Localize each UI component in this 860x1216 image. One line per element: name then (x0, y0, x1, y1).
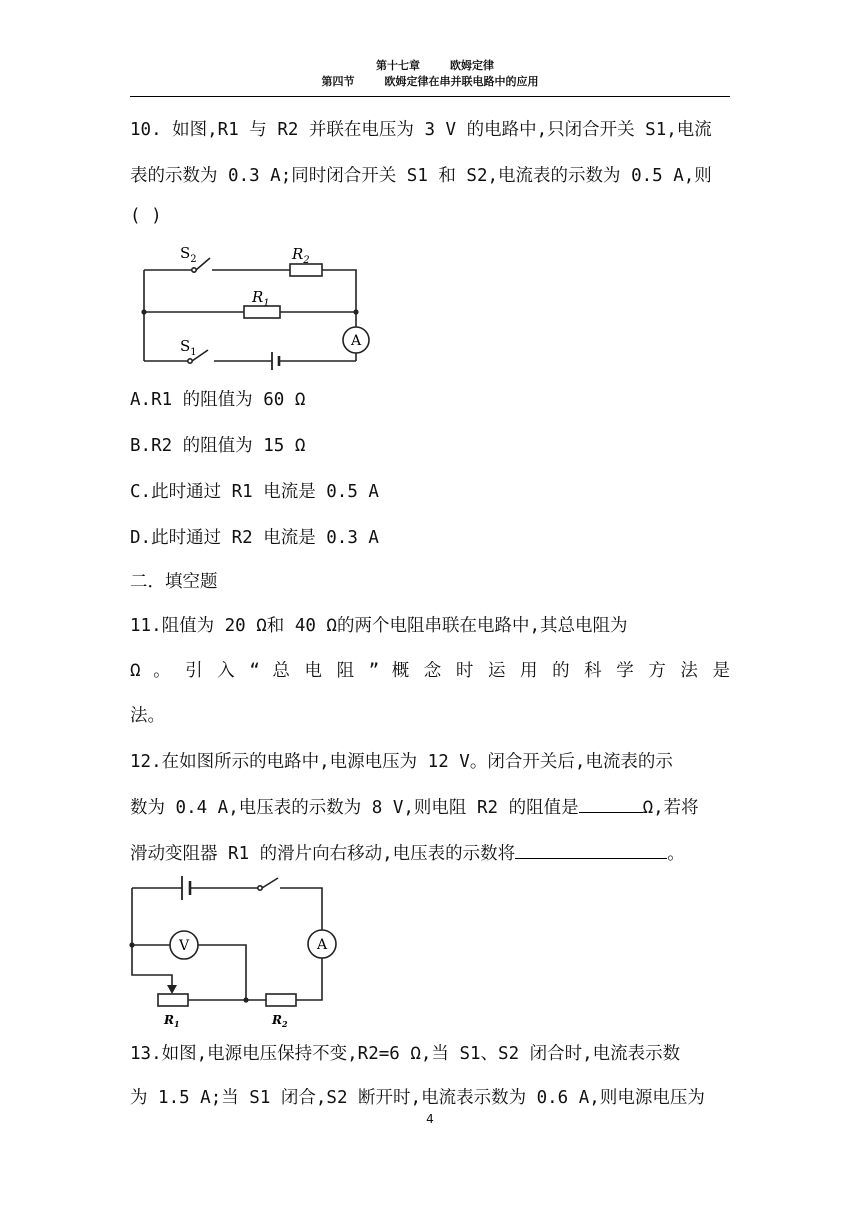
ammeter-label-2: A (316, 937, 328, 953)
q12-line-3-tail: 。 (667, 844, 685, 864)
q12-line-3 (130, 840, 730, 865)
q12-line-3-text: 滑动变阻器 R1 的滑片向右移动,电压表的示数将 (130, 844, 516, 864)
chapter-heading (130, 58, 730, 74)
ammeter-label: A (350, 333, 362, 349)
q11-line-2: Ω 。 引 入 “ 总 电 阻 ” 概 念 时 运 用 的 科 学 方 法 是 (130, 661, 730, 681)
r1-label: $R_1$ (252, 288, 270, 309)
q11-line-3: 法。 (130, 706, 165, 726)
section-heading (130, 74, 730, 90)
r2-label-2: $R_2$ (272, 1013, 288, 1029)
q12-line-2-tail: Ω,若将 (642, 798, 699, 818)
q10-circuit-diagram (130, 240, 380, 370)
q12-circuit-diagram (126, 872, 342, 1030)
q10-answer-bracket: ( ) (130, 206, 162, 226)
chapter-title: 欧姆定律 (450, 59, 494, 72)
page-header (130, 58, 730, 90)
q10-option-b: B.R2 的阻值为 15 Ω (130, 436, 306, 456)
page-number: 4 (426, 1112, 434, 1126)
header-rule (130, 96, 730, 97)
q12-blank-voltmeter[interactable] (515, 840, 667, 859)
chapter-number: 第十七章 (376, 59, 420, 72)
q10-option-c: C.此时通过 R1 电流是 0.5 A (130, 482, 379, 502)
s2-label: $S_2$ (180, 244, 197, 265)
q10-line-2: 表的示数为 0.3 A;同时闭合开关 S1 和 S2,电流表的示数为 0.5 A,则 (130, 166, 712, 186)
q13-line-1: 13.如图,电源电压保持不变,R2=6 Ω,当 S1、S2 闭合时,电流表示数 (130, 1044, 681, 1064)
section-number: 第四节 (321, 75, 355, 88)
q12-line-2-text: 数为 0.4 A,电压表的示数为 8 V,则电阻 R2 的阻值是 (130, 798, 579, 818)
q13-line-2: 为 1.5 A;当 S1 闭合,S2 断开时,电流表示数为 0.6 A,则电源电压为 (130, 1088, 705, 1108)
q11-line-1: 11.阻值为 20 Ω和 40 Ω的两个电阻串联在电路中,其总电阻为 (130, 616, 628, 636)
q12-line-1: 12.在如图所示的电路中,电源电压为 12 V。闭合开关后,电流表的示 (130, 752, 673, 772)
q10-line-1: 10. 如图,R1 与 R2 并联在电压为 3 V 的电路中,只闭合开关 S1,电流 (130, 120, 712, 140)
q12-line-2 (130, 794, 730, 819)
q12-blank-resistance[interactable] (579, 794, 643, 813)
section-heading-fill-in: 二．填空题 (130, 572, 218, 592)
r1-label-2: $R_1$ (164, 1013, 180, 1029)
q10-option-a: A.R1 的阻值为 60 Ω (130, 390, 306, 410)
section-title: 欧姆定律在串并联电路中的应用 (384, 75, 539, 88)
q10-option-d: D.此时通过 R2 电流是 0.3 A (130, 528, 379, 548)
s1-label: $S_1$ (180, 337, 197, 358)
voltmeter-label: V (178, 938, 190, 954)
r2-label: $R_2$ (292, 245, 310, 266)
